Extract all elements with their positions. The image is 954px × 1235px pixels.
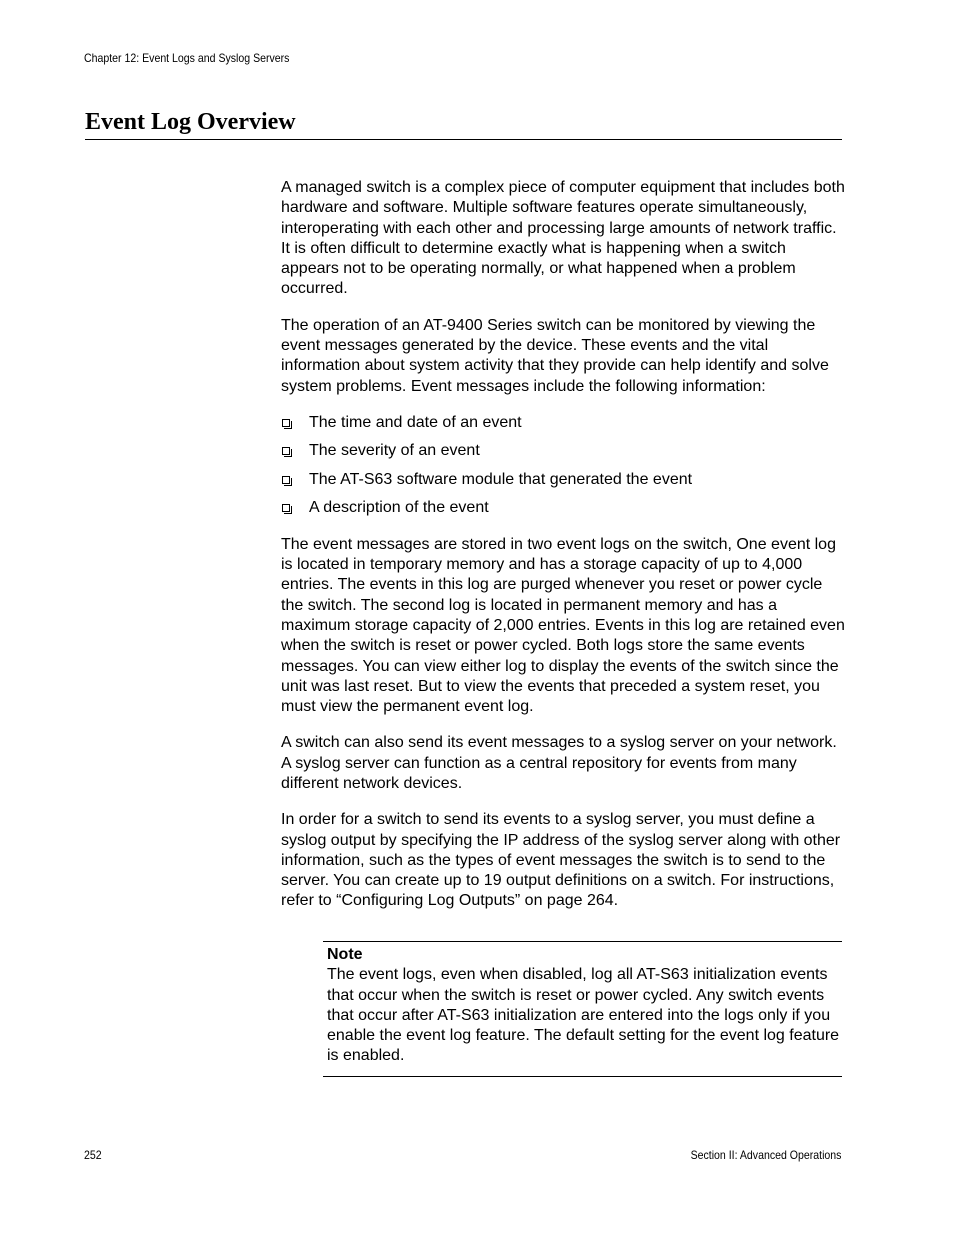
checkbox-bullet-icon [282,504,290,512]
note-text: The event logs, even when disabled, log all AT-S63 initialization events that occur when the switch is reset or power cycled. Any switch events that occur after AT-S63 initialization are entered into the logs only if you enable the event log feature. The default setting for the event log feature is enabled. [327,966,840,1065]
paragraph-event-logs: The event messages are stored in two event logs on the switch, One event log is located in temporary memory and has a storage capacity of up to 4,000 entries. The events in this log are purged whenever you reset or power cycle the switch. The second log is located in permanent memory and has a maximum storage capacity of 2,000 entries. Events in this log are retained even when the switch is reset or power cycled. Both logs store the same events messages. You can view either log to display the events of the switch since the unit was last reset. But to view the events that preceded a system reset, you must view the permanent event log. [281,535,845,716]
paragraph-syslog-output: In order for a switch to send its events to a syslog server, you must define a syslog output by specifying the IP address of the syslog server along with other information, such as the types of event messages the switch is to send to the server. You can create up to 19 output definitions on a switch. For instructions, refer to “Configuring Log Outputs” on page 264. [281,811,841,910]
checkbox-bullet-icon [282,447,290,455]
list-item [281,498,846,518]
running-header: Chapter 12: Event Logs and Syslog Servers [84,51,290,65]
body-text [281,178,846,928]
paragraph-intro: A managed switch is a complex piece of computer equipment that includes both hardware and software. Multiple software features operate simultaneously, interoperating with each other and processing large amounts of network traffic. It is often difficult to determine exactly what is happening when a switch appears not to be operating normally, or what happened when a problem occurred. [281,179,845,298]
title-rule [85,139,842,140]
footer-section-name: Section II: Advanced Operations [690,1148,841,1162]
list-item-text: A description of the event [309,499,489,517]
bullet-list [281,413,846,519]
list-item-text: The time and date of an event [309,413,522,431]
note-box [323,941,842,1077]
checkbox-bullet-icon [282,419,290,427]
list-item-text: The AT-S63 software module that generated the event [309,470,693,488]
note-title: Note [327,946,363,963]
checkbox-bullet-icon [282,476,290,484]
paragraph-syslog: A switch can also send its event messages to a syslog server on your network. A syslog server can function as a central repository for events from many different network devices. [281,734,837,792]
list-item-text: The severity of an event [309,442,480,460]
section-title: Event Log Overview [85,109,296,135]
page-number: 252 [84,1148,102,1162]
list-item [281,470,846,490]
paragraph-operation: The operation of an AT-9400 Series switch can be monitored by viewing the event messages generated by the device. These events and the vital information about system activity that they provide can help identify and solve system problems. Event messages include the following information: [281,316,829,395]
list-item [281,413,846,433]
list-item [281,441,846,461]
